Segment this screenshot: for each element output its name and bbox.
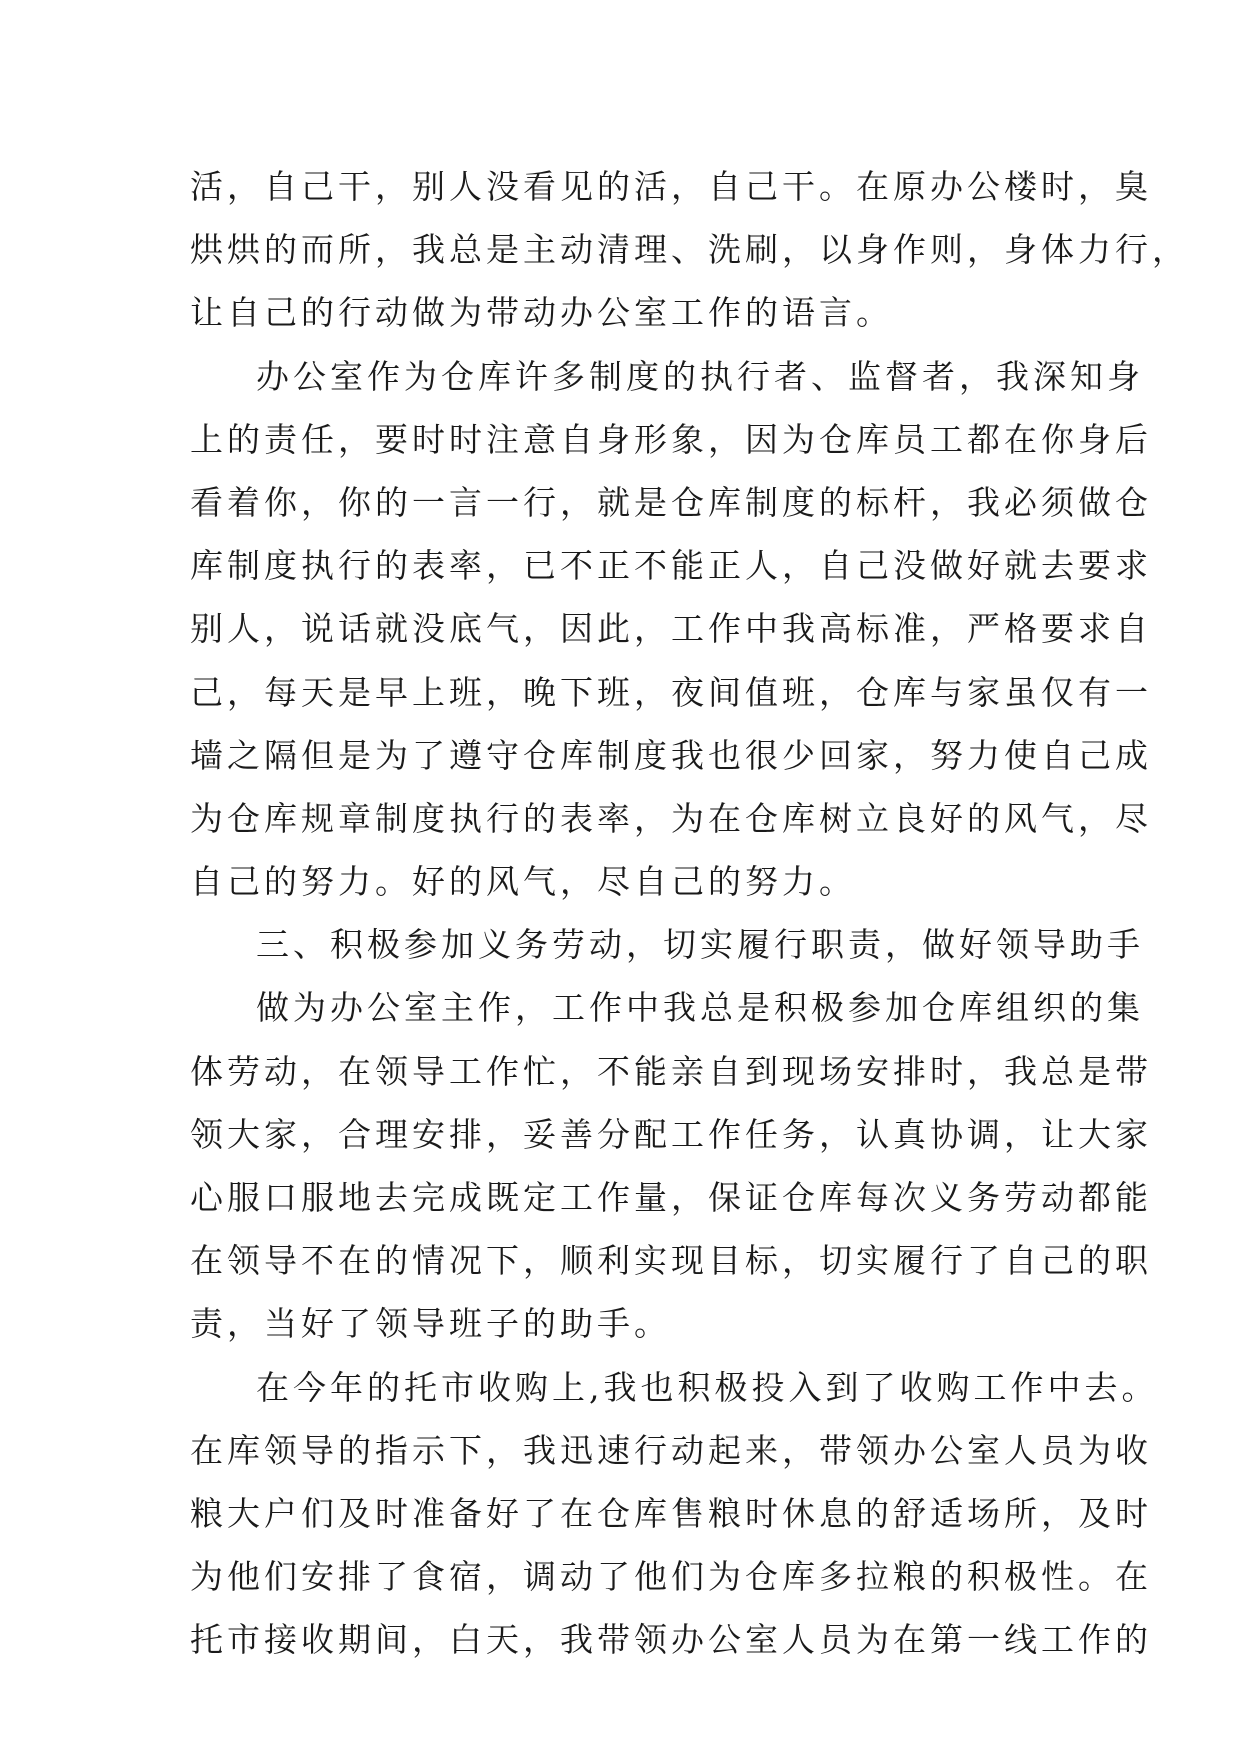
- text-line: 在领导不在的情况下，顺利实现目标，切实履行了自己的职: [190, 1241, 1152, 1281]
- text-line: 为仓库规章制度执行的表率，为在仓库树立良好的风气，尽: [190, 798, 1152, 838]
- text-line: 让自己的行动做为带动办公室工作的语言。: [190, 293, 893, 333]
- text-line: 上的责任，要时时注意自身形象，因为仓库员工都在你身后: [190, 419, 1152, 459]
- text-line: 活，自己干，别人没看见的活，自己干。在原办公楼时，臭: [190, 167, 1152, 206]
- text-line: 墙之隔但是为了遵守仓库制度我也很少回家，努力使自己成: [190, 735, 1152, 775]
- text-line: 三、积极参加义务劳动，切实履行职责，做好领导助手: [256, 925, 1144, 965]
- text-line: 烘烘的而所，我总是主动清理、洗刷，以身作则，身体力行，: [190, 230, 1189, 270]
- body-text: [190, 155, 1189, 1672]
- text-line: 己，每天是早上班，晚下班，夜间值班，仓库与家虽仅有一: [190, 672, 1152, 712]
- text-line: 粮大户们及时准备好了在仓库售粮时休息的舒适场所，及时: [190, 1493, 1152, 1533]
- text-line: 领大家，合理安排，妥善分配工作任务，认真协调，让大家: [190, 1114, 1152, 1154]
- text-line: 库制度执行的表率，已不正不能正人，自己没做好就去要求: [190, 546, 1152, 586]
- text-line: 在库领导的指示下，我迅速行动起来，带领办公室人员为收: [190, 1430, 1152, 1470]
- text-line: 在今年的托市收购上,我也积极投入到了收购工作中去。: [256, 1367, 1159, 1407]
- text-line: 体劳动，在领导工作忙，不能亲自到现场安排时，我总是带: [190, 1051, 1152, 1091]
- text-line: 做为办公室主作，工作中我总是积极参加仓库组织的集: [256, 988, 1144, 1028]
- text-line: 托市接收期间，白天，我带领办公室人员为在第一线工作的: [190, 1620, 1152, 1660]
- text-line: 心服口服地去完成既定工作量，保证仓库每次义务劳动都能: [190, 1178, 1152, 1217]
- text-line: 看着你，你的一言一行，就是仓库制度的标杆，我必须做仓: [190, 482, 1152, 522]
- text-line: 别人，说话就没底气，因此，工作中我高标准，严格要求自: [190, 609, 1152, 649]
- text-line: 自己的努力。好的风气，尽自己的努力。: [190, 862, 856, 902]
- text-line: 为他们安排了食宿，调动了他们为仓库多拉粮的积极性。在: [190, 1557, 1152, 1597]
- text-line: 办公室作为仓库许多制度的执行者、监督者，我深知身: [256, 356, 1144, 396]
- text-line: 责，当好了领导班子的助手。: [190, 1304, 671, 1344]
